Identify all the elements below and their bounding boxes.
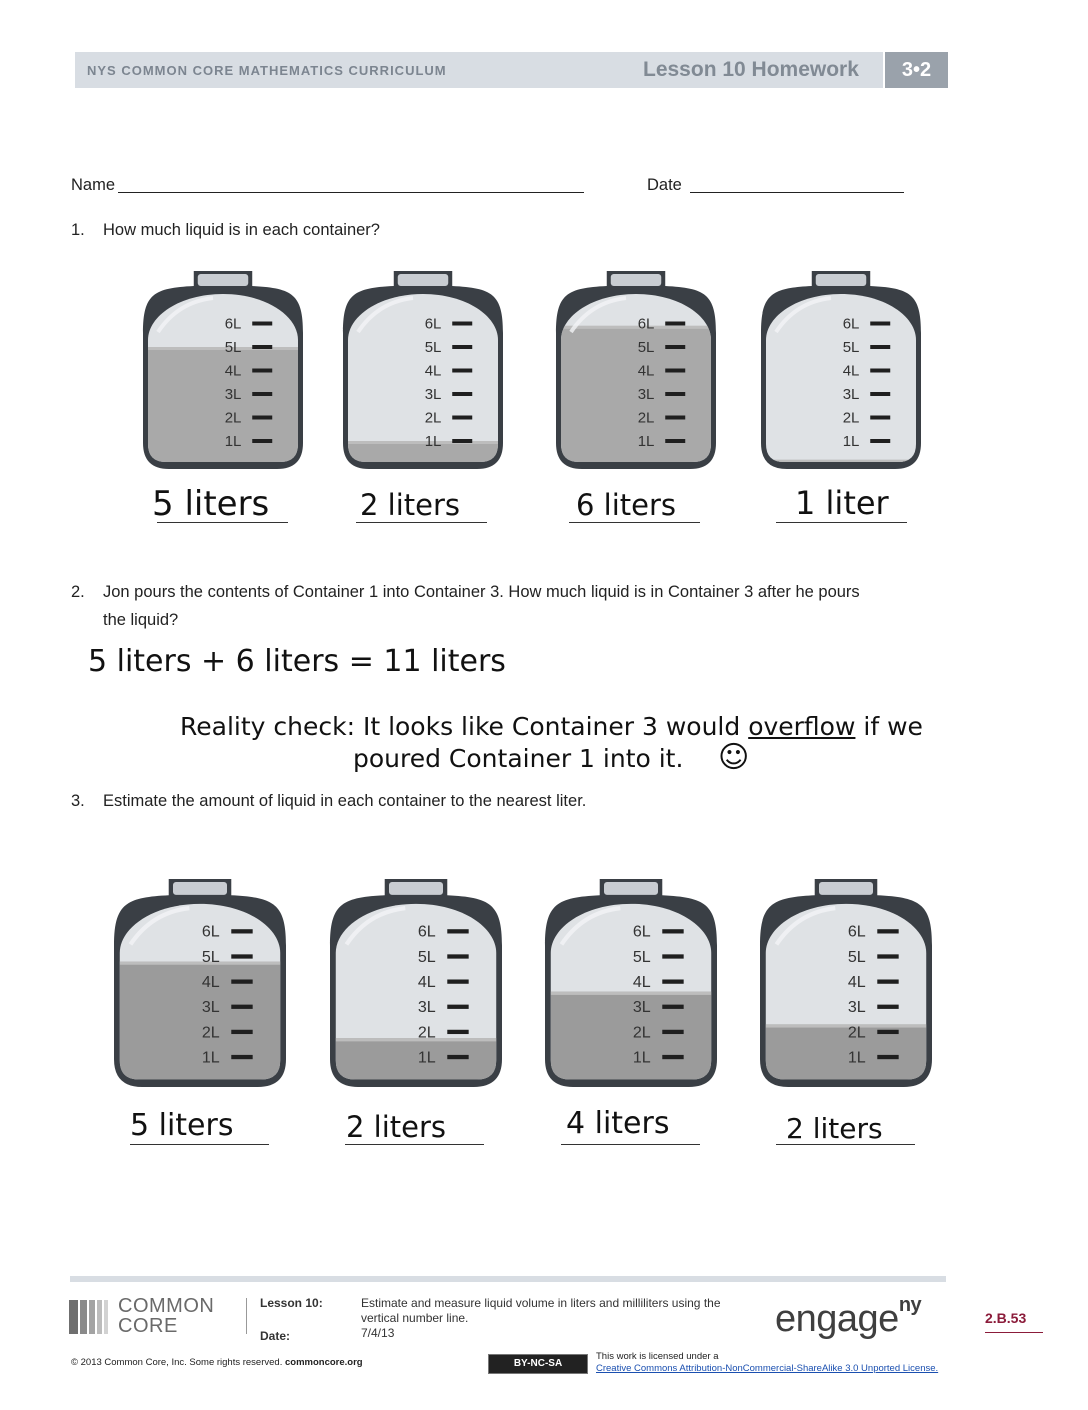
common-core-wordmark: COMMON CORE [118,1295,215,1337]
scale-tick-2L [870,416,890,420]
q1-prompt: How much liquid is in each container? [103,221,380,239]
q2-prompt-line2: the liquid? [103,611,179,629]
scale-label-1L: 1L [847,1048,866,1067]
scale-tick-2L [452,416,472,420]
scale-tick-5L [452,345,472,349]
scale-label-2L: 2L [632,1023,651,1042]
liquid-fill [551,992,711,1080]
scale-tick-5L [447,954,468,958]
liquid-surface [148,347,298,350]
scale-label-3L: 3L [224,386,242,403]
jar-neck [173,882,227,895]
date-field[interactable] [690,192,904,193]
scale-label-6L: 6L [201,922,220,941]
scale-label-4L: 4L [842,362,860,380]
q3-answer-4: 2 liters [786,1112,883,1145]
scale-label-5L: 5L [224,339,242,356]
scale-label-1L: 1L [201,1048,220,1067]
grade-module-badge: 3•2 [885,52,948,88]
liquid-fill [561,326,711,462]
q1-answer-line-4 [776,522,907,523]
scale-tick-1L [231,1055,252,1059]
scale-label-6L: 6L [842,315,860,333]
scale-label-2L: 2L [842,409,860,427]
q3-answer-line-3 [561,1144,700,1145]
q3-jar-3 [539,876,723,1090]
scale-label-3L: 3L [637,386,655,403]
q1-answer-3: 6 liters [576,488,677,522]
q3-prompt: Estimate the amount of liquid in each container to the nearest liter. [103,792,587,810]
footer-lesson-desc: Estimate and measure liquid volume in liters and milliliters using the vertical number line. 7/4/13 [361,1296,721,1340]
scale-tick-1L [665,439,685,443]
scale-tick-2L [665,416,685,420]
scale-label-3L: 3L [424,386,442,403]
q2-reality-line2: poured Container 1 into it. [353,744,684,773]
scale-label-1L: 1L [842,433,860,450]
scale-tick-4L [870,369,890,373]
scale-tick-4L [452,369,472,373]
scale-tick-3L [447,1005,468,1009]
scale-tick-6L [452,322,472,326]
q1-answer-line-1 [157,522,288,523]
scale-tick-3L [252,392,272,396]
scale-tick-2L [877,1030,898,1034]
scale-tick-6L [231,929,252,933]
engageny-logo: engage$^{ny}$ [775,1294,922,1340]
jar-neck [398,274,448,286]
cc-license-badge[interactable]: BY-NC-SA [488,1354,588,1374]
q3-answer-line-2 [345,1144,484,1145]
license-link[interactable]: Creative Commons Attribution-NonCommercial-ShareAlike 3.0 Unported License. [596,1363,939,1374]
q1-answer-4: 1 liter [795,484,889,522]
liquid-surface [120,962,280,965]
footer-date-label: Date: [260,1329,291,1343]
scale-label-2L: 2L [417,1023,436,1042]
scale-tick-3L [662,1005,683,1009]
q3-answer-3: 4 liters [566,1106,670,1141]
q1-answer-line-2 [356,522,487,523]
scale-label-3L: 3L [632,998,651,1017]
scale-label-2L: 2L [847,1023,866,1042]
name-label: Name [71,176,116,194]
scale-label-1L: 1L [632,1048,651,1067]
scale-tick-4L [231,979,252,983]
liquid-fill [766,1024,926,1079]
scale-tick-2L [252,416,272,420]
scale-label-4L: 4L [417,972,436,991]
scale-tick-5L [665,345,685,349]
scale-tick-3L [877,1005,898,1009]
scale-tick-1L [877,1055,898,1059]
scale-label-3L: 3L [201,998,220,1017]
q1-jar-3 [550,268,722,472]
scale-label-1L: 1L [417,1048,436,1067]
jar-neck [389,882,443,895]
scale-label-5L: 5L [632,947,651,966]
common-core-logo [69,1300,111,1339]
q3-jar-4 [754,876,938,1090]
scale-label-5L: 5L [847,947,866,966]
scale-tick-6L [662,929,683,933]
q2-number: 2. [71,583,85,601]
scale-tick-5L [870,345,890,349]
footer-rule [70,1276,946,1282]
scale-label-5L: 5L [424,339,442,356]
scale-label-1L: 1L [424,433,442,450]
page-code-underline [985,1332,1043,1333]
scale-label-6L: 6L [847,922,866,941]
scale-label-6L: 6L [424,315,442,333]
scale-tick-4L [252,369,272,373]
jar-neck [611,274,661,286]
q1-answer-1: 5 liters [152,484,270,524]
liquid-surface [551,992,711,995]
scale-label-3L: 3L [842,386,860,403]
copyright: © 2013 Common Core, Inc. Some rights reserved. commoncore.org [71,1357,363,1368]
scale-tick-6L [447,929,468,933]
scale-label-5L: 5L [417,947,436,966]
scale-label-1L: 1L [224,433,242,450]
lesson-title: Lesson 10 Homework [643,58,859,81]
q3-answer-1: 5 liters [130,1108,234,1143]
jar-neck [816,274,866,286]
scale-tick-1L [662,1055,683,1059]
scale-tick-6L [252,322,272,326]
scale-tick-5L [662,954,683,958]
q2-answer: 5 liters + 6 liters = 11 liters [88,644,506,679]
scale-label-2L: 2L [224,409,242,427]
liquid-fill [336,1038,496,1079]
footer-lesson-label: Lesson 10: [260,1296,323,1310]
footer-divider [246,1298,247,1334]
scale-tick-1L [870,439,890,443]
scale-label-4L: 4L [637,362,655,380]
q1-number: 1. [71,221,85,239]
name-field[interactable] [118,192,584,193]
q2-prompt-line1: Jon pours the contents of Container 1 into Container 3. How much liquid is in Container 3 after he pours [103,583,860,601]
liquid-surface [766,1024,926,1027]
overflow-word: overflow [748,712,856,741]
scale-tick-2L [662,1030,683,1034]
scale-tick-6L [870,322,890,326]
q1-answer-line-3 [569,522,700,523]
scale-tick-4L [447,979,468,983]
jar-neck [198,274,248,286]
liquid-surface [336,1038,496,1041]
scale-tick-6L [665,322,685,326]
curriculum-title: NYS COMMON CORE MATHEMATICS CURRICULUM [87,63,447,78]
scale-tick-1L [452,439,472,443]
scale-tick-3L [452,392,472,396]
q1-jar-1 [137,268,309,472]
license-text: This work is licensed under a Creative Commons Attribution-NonCommercial-ShareAlike 3.0 Unported License. [596,1351,939,1374]
scale-tick-2L [231,1030,252,1034]
smiley-face: ☺ [718,740,750,775]
scale-label-6L: 6L [224,315,242,333]
scale-label-4L: 4L [201,972,220,991]
liquid-surface [348,441,498,444]
scale-tick-6L [877,929,898,933]
scale-tick-5L [252,345,272,349]
q2-reality-line1: Reality check: It looks like Container 3 would overflow if we [180,712,923,741]
q1-jar-4 [755,268,927,472]
q1-answer-2: 2 liters [360,488,461,522]
q3-jar-2 [324,876,508,1090]
q3-answer-line-1 [130,1144,269,1145]
scale-label-2L: 2L [637,409,655,427]
scale-tick-4L [877,979,898,983]
page-code: 2.B.53 [985,1310,1027,1326]
scale-label-2L: 2L [201,1023,220,1042]
scale-label-6L: 6L [417,922,436,941]
q3-answer-2: 2 liters [346,1110,447,1144]
scale-tick-2L [447,1030,468,1034]
scale-label-6L: 6L [637,315,655,333]
scale-tick-3L [870,392,890,396]
liquid-fill [148,347,298,462]
common-core-logo-icon [69,1300,111,1334]
liquid-surface [561,326,711,329]
scale-tick-5L [877,954,898,958]
scale-tick-3L [665,392,685,396]
scale-label-2L: 2L [424,409,442,427]
scale-label-5L: 5L [842,339,860,356]
scale-label-3L: 3L [417,998,436,1017]
scale-tick-1L [252,439,272,443]
scale-label-4L: 4L [224,362,242,380]
scale-label-4L: 4L [632,972,651,991]
liquid-fill [348,441,498,462]
scale-tick-5L [231,954,252,958]
q3-answer-line-4 [776,1144,915,1145]
scale-label-6L: 6L [632,922,651,941]
jar-neck [819,882,873,895]
scale-label-1L: 1L [637,433,655,450]
q1-jar-2 [337,268,509,472]
scale-label-5L: 5L [637,339,655,356]
q3-jar-1 [108,876,292,1090]
scale-label-3L: 3L [847,998,866,1017]
scale-tick-4L [665,369,685,373]
scale-label-4L: 4L [424,362,442,380]
jar-neck [604,882,658,895]
date-label: Date [647,176,682,194]
q3-number: 3. [71,792,85,810]
scale-label-4L: 4L [847,972,866,991]
scale-tick-3L [231,1005,252,1009]
scale-tick-1L [447,1055,468,1059]
liquid-fill [120,962,280,1080]
scale-label-5L: 5L [201,947,220,966]
scale-tick-4L [662,979,683,983]
